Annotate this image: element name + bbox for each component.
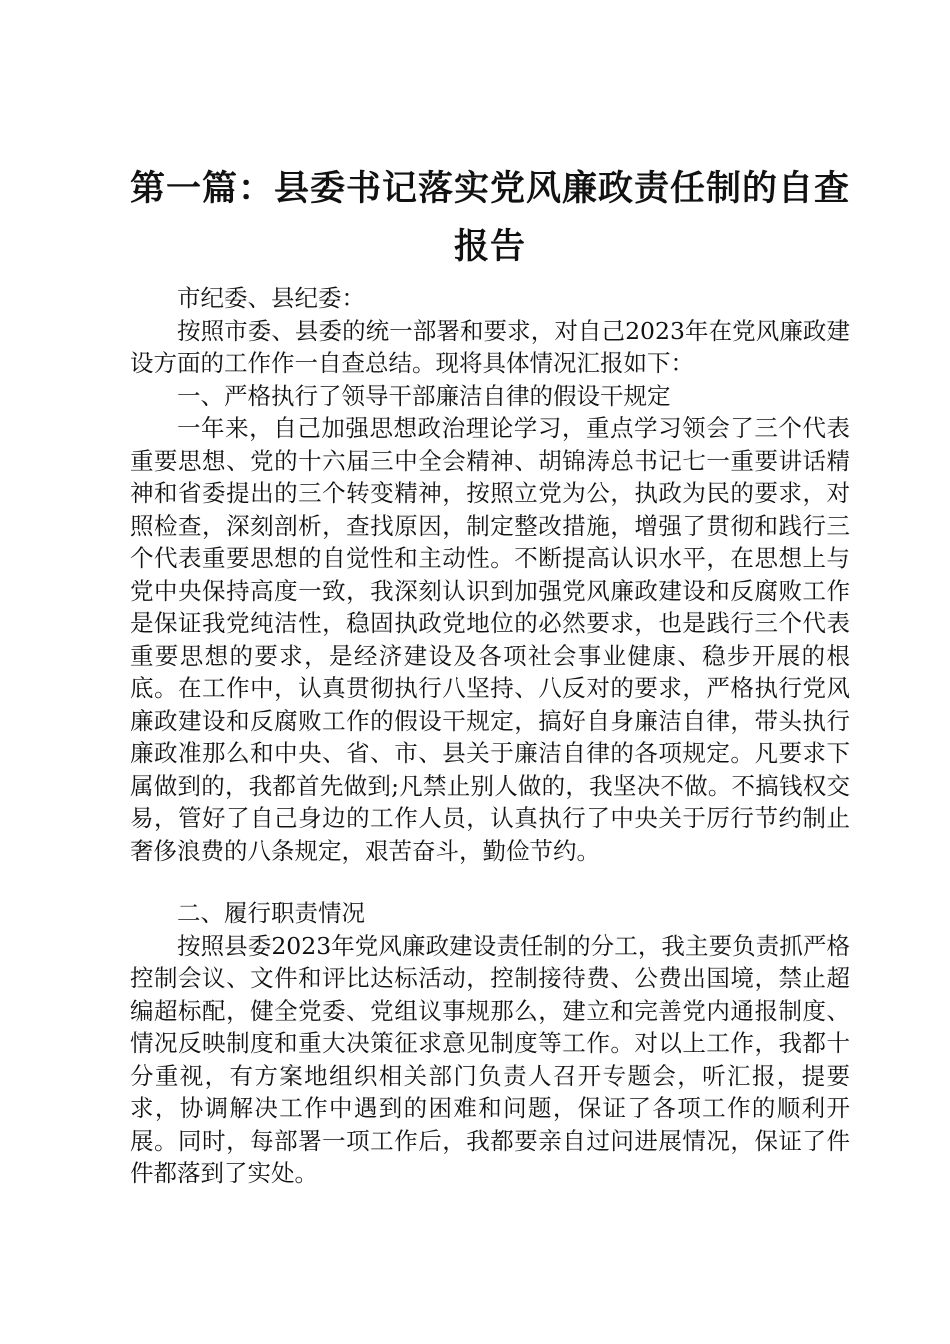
- document-page: [130, 160, 850, 1190]
- section-1-heading: 一、严格执行了领导干部廉洁自律的假设干规定: [177, 381, 671, 410]
- section-2-heading: 二、履行职责情况: [177, 899, 365, 927]
- intro-paragraph: 按照市委、县委的统一部署和要求，对自己2023年在党风廉政建设方面的工作作一自查总结。现将具体情况汇报如下：: [130, 316, 850, 377]
- document-title: 第一篇：县委书记落实党风廉政责任制的自查报告: [130, 169, 851, 267]
- section-spacer: [130, 867, 850, 897]
- salutation: 市纪委、县纪委：: [177, 284, 365, 312]
- section-2-paragraph: 按照县委2023年党风廉政建设责任制的分工，我主要负责抓严格控制会议、文件和评比达标活动，控制接待费、公费出国境，禁止超编超标配，健全党委、党组议事规那么，建立和完善党内通报制度、情况反映制度和重大决策征求意见制度等工作。对以上工作，我都十分重视，有方案地组织相关部门负责人召开专题会，听汇报，提要求，协调解决工作中遇到的困难和问题，保证了各项工作的顺利开展。同时，每部署一项工作后，我都要亲自过问进展情况，保证了件件都落到了实处。: [130, 931, 850, 1187]
- section-1-paragraph: 一年来，自己加强思想政治理论学习，重点学习领会了三个代表重要思想、党的十六届三中全会精神、胡锦涛总书记七一重要讲话精神和省委提出的三个转变精神，按照立党为公，执政为民的要求，对照检查，深刻剖析，查找原因，制定整改措施，增强了贯彻和践行三个代表重要思想的自觉性和主动性。不断提高认识水平，在思想上与党中央保持高度一致，我深刻认识到加强党风廉政建设和反腐败工作是保证我党纯洁性，稳固执政党地位的必然要求，也是践行三个代表重要思想的要求，是经济建设及各项社会事业健康、稳步开展的根底。在工作中，认真贯彻执行八坚持、八反对的要求，严格执行党风廉政建设和反腐败工作的假设干规定，搞好自身廉洁自律，带头执行廉政准那么和中央、省、市、县关于廉洁自律的各项规定。凡要求下属做到的，我都首先做到;凡禁止别人做的，我坚决不做。不搞钱权交易，管好了自己身边的工作人员，认真执行了中央关于厉行节约制止奢侈浪费的八条规定，艰苦奋斗，勤俭节约。: [130, 414, 850, 865]
